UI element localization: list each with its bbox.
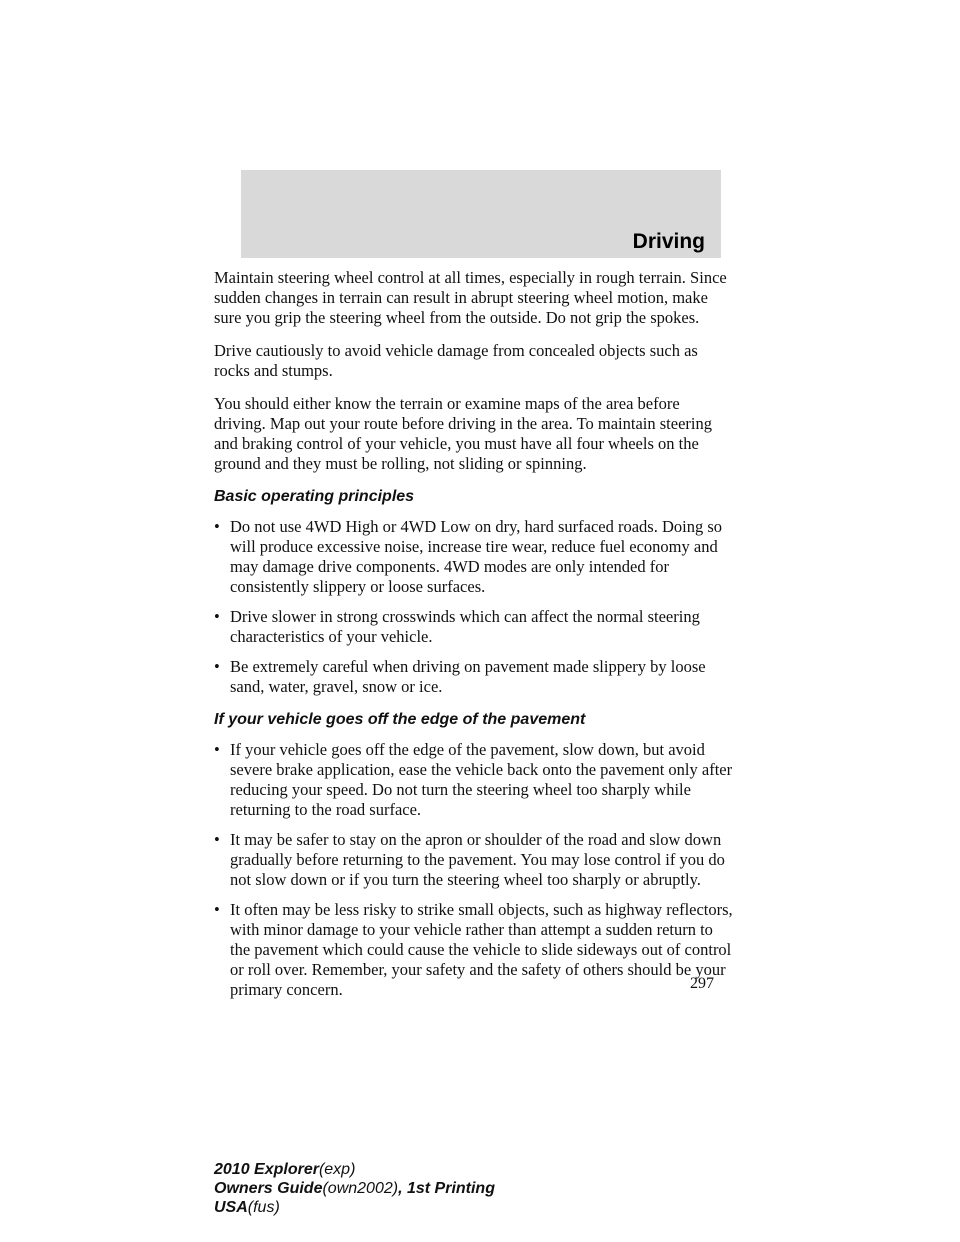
list-item — [214, 607, 734, 647]
page-content — [214, 268, 734, 1010]
section-header-band — [241, 170, 721, 258]
list-item — [214, 657, 734, 697]
list-item — [214, 900, 734, 1000]
footer-line — [214, 1198, 495, 1217]
footer-market: USA — [214, 1199, 248, 1216]
footer-guide: Owners Guide — [214, 1180, 323, 1197]
footer-line — [214, 1160, 495, 1179]
list-item-text: If your vehicle goes off the edge of the pavement, slow down, but avoid severe brake application, ease the vehicle back onto the pavement only after reducing your speed. Do not turn the steering wheel too sharply while returning to the road surface. — [230, 740, 733, 819]
section-heading: Basic operating principles — [214, 488, 415, 505]
list-item-text: Drive slower in strong crosswinds which can affect the normal steering characteristics of your vehicle. — [230, 607, 700, 646]
list-item — [214, 830, 734, 890]
print-footer — [214, 1160, 495, 1217]
page-number: 297 — [690, 975, 714, 992]
bullet-icon: • — [214, 657, 220, 676]
list-item-text: It often may be less risky to strike small objects, such as highway reflectors, with minor damage to your vehicle rather than attempt a sudden return to the pavement which could cause the vehicle to slide sideways out of control or roll over. Remember, your safety and the safety of others should be your primary concern. — [230, 900, 733, 999]
footer-model: 2010 Explorer — [214, 1161, 319, 1178]
paragraph: You should either know the terrain or examine maps of the area before driving. Map out your route before driving in the area. To maintain steering and braking control of your vehicle, you must have all four wheels on the ground and they must be rolling, not sliding or spinning. — [214, 394, 712, 473]
bullet-icon: • — [214, 740, 220, 759]
paragraph: Maintain steering wheel control at all times, especially in rough terrain. Since sudden changes in terrain can result in abrupt steering wheel motion, make sure you grip the steering wheel from the outside. Do not grip the spokes. — [214, 268, 727, 327]
list-item — [214, 740, 734, 820]
section-title: Driving — [632, 230, 705, 253]
bullet-icon: • — [214, 517, 220, 536]
list-item-text: Be extremely careful when driving on pavement made slippery by loose sand, water, gravel, snow or ice. — [230, 657, 706, 696]
list-item-text: It may be safer to stay on the apron or shoulder of the road and slow down gradually before returning to the pavement. You may lose control if you do not slow down or if you turn the steering wheel too sharply or abruptly. — [230, 830, 725, 889]
paragraph: Drive cautiously to avoid vehicle damage from concealed objects such as rocks and stumps. — [214, 341, 698, 380]
footer-model-code: (exp) — [318, 1161, 356, 1178]
footer-printing: , 1st Printing — [398, 1180, 495, 1197]
footer-line — [214, 1179, 495, 1198]
list-item — [214, 517, 734, 597]
section-heading: If your vehicle goes off the edge of the pavement — [214, 711, 586, 728]
footer-guide-code: (own2002) — [322, 1180, 399, 1197]
footer-market-code: (fus) — [247, 1199, 280, 1216]
bullet-icon: • — [214, 607, 220, 626]
bullet-icon: • — [214, 900, 220, 919]
bullet-icon: • — [214, 830, 220, 849]
list-item-text: Do not use 4WD High or 4WD Low on dry, hard surfaced roads. Doing so will produce excessive noise, increase tire wear, reduce fuel economy and may damage drive components. 4WD modes are only intended for consistently slippery or loose surfaces. — [230, 517, 722, 596]
